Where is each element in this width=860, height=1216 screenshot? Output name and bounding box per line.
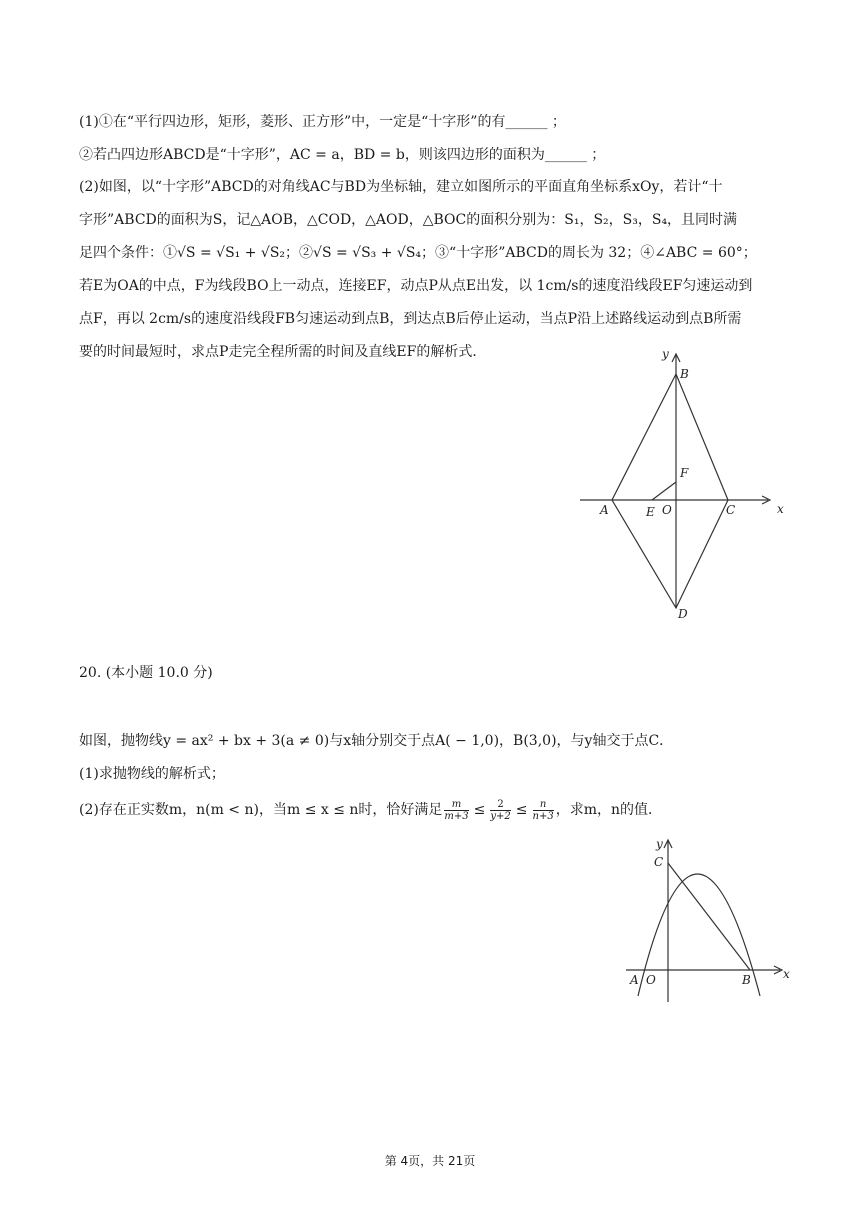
- fraction-3-den: n+3: [532, 810, 554, 822]
- p20-line-3: [79, 796, 785, 824]
- kite-outline: [612, 374, 728, 608]
- label-f: F: [680, 466, 689, 480]
- label-c: C: [726, 503, 736, 517]
- segment-ef: [652, 482, 676, 500]
- fraction-1-num: m: [451, 798, 462, 810]
- label-o: O: [662, 503, 672, 517]
- label-b: B: [742, 973, 751, 987]
- p19-line-7: 点F，再以 2cm/s的速度沿线段FB匀速运动到点B，到达点B后停止运动，当点P沿上述路线运动到点B所需: [79, 311, 742, 327]
- kite-figure: [570, 340, 800, 630]
- p20-line-2: (1)求抛物线的解析式；: [79, 766, 225, 782]
- label-b: B: [680, 367, 689, 381]
- p20-line-3-text-b: ，求m，n的值．: [555, 802, 662, 818]
- label-y: y: [656, 837, 663, 851]
- p19-line-8: 要的时间最短时，求点P走完全程所需的时间及直线EF的解析式．: [79, 344, 487, 360]
- label-e: E: [646, 505, 655, 519]
- label-a: A: [600, 503, 609, 517]
- fraction-1-den: m+3: [444, 810, 469, 822]
- p20-line-3-text-a: (2)存在正实数m，n(m < n)，当m ≤ x ≤ n时，恰好满足: [79, 802, 443, 818]
- p19-line-5: 足四个条件：①√S = √S₁ + √S₂；②√S = √S₃ + √S₄；③“十字形”ABCD的周长为 32；④∠ABC = 60°；: [79, 245, 757, 261]
- p19-line-2: ②若凸四边形ABCD是“十字形”，AC = a，BD = b，则该四边形的面积为______ ；: [79, 147, 606, 163]
- p19-line-6: 若E为OA的中点，F为线段BO上一动点，连接EF，动点P从点E出发，以 1cm/s的速度沿线段EF匀速运动到: [79, 278, 753, 294]
- segment-cb: [668, 863, 750, 970]
- label-o: O: [646, 973, 656, 987]
- p19-line-1: (1)①在“平行四边形，矩形，菱形、正方形”中，一定是“十字形”的有______ ；: [79, 114, 566, 130]
- fraction-1: [444, 799, 468, 822]
- p19-line-4: 字形”ABCD的面积为S，记△AOB，△COD，△AOD，△BOC的面积分别为：S₁，S₂，S₃，S₄，且同时满: [79, 212, 738, 228]
- label-x: x: [777, 502, 784, 516]
- fraction-2-den: y+2: [490, 810, 511, 822]
- label-c: C: [654, 855, 664, 869]
- label-x: x: [783, 967, 790, 981]
- parabola-figure: [620, 832, 800, 1012]
- fraction-3: [533, 799, 554, 822]
- p20-heading: 20. (本小题 10.0 分): [79, 665, 213, 681]
- fraction-3-num: n: [539, 798, 547, 810]
- p20-line-1: 如图，抛物线y = ax² + bx + 3(a ≠ 0)与x轴分别交于点A( − 1,0)，B(3,0)，与y轴交于点C．: [79, 733, 674, 749]
- le-sign-2: ≤: [515, 802, 528, 818]
- le-sign-1: ≤: [473, 802, 486, 818]
- label-d: D: [678, 607, 688, 621]
- fraction-2-num: 2: [497, 798, 504, 810]
- fraction-2: [490, 799, 510, 822]
- label-a: A: [630, 973, 639, 987]
- label-y: y: [662, 347, 669, 361]
- p19-line-3: (2)如图，以“十字形”ABCD的对角线AC与BD为坐标轴，建立如图所示的平面直角坐标系xOy，若计“十: [79, 179, 723, 195]
- page-number: 第 4页，共 21页: [384, 1154, 476, 1168]
